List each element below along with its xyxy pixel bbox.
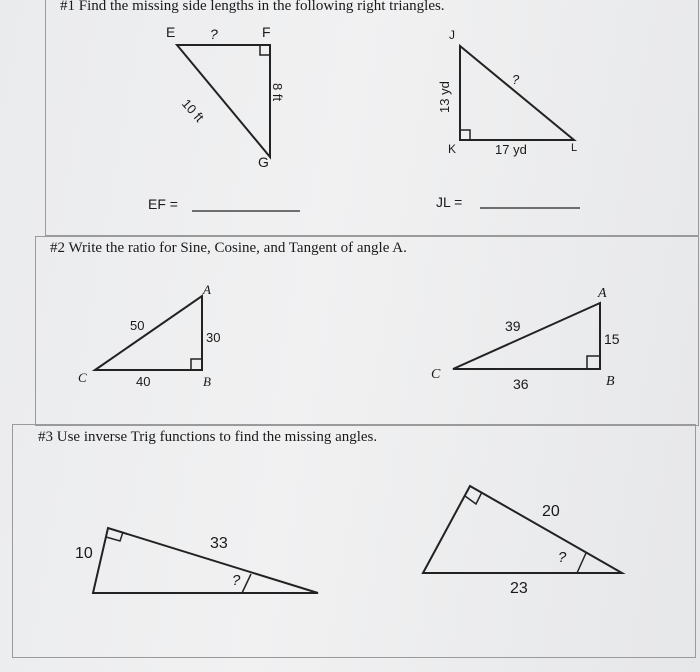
vertex-g: G <box>258 154 269 170</box>
answer-label-jl: JL = <box>436 194 463 210</box>
label-50: 50 <box>130 318 145 333</box>
right-angle-b-left <box>191 359 202 370</box>
vertex-a-right: A <box>598 286 607 301</box>
vertex-a-left: A <box>203 282 211 297</box>
missing-jl: ? <box>512 72 520 87</box>
right-angle-b-right <box>587 356 600 369</box>
right-angle-left-inverse <box>106 532 123 541</box>
label-hyp-10ft: 10 ft <box>178 96 207 125</box>
angle-arc-right <box>577 553 586 573</box>
right-angle-f <box>260 45 270 55</box>
vertex-k: K <box>448 142 457 156</box>
answer-label-ef: EF = <box>148 196 178 212</box>
angle-arc-left <box>242 574 251 593</box>
triangle-left-inverse <box>93 528 318 593</box>
label-17yd: 17 yd <box>495 142 527 157</box>
label-40: 40 <box>136 374 151 389</box>
missing-ef: ? <box>210 26 218 42</box>
vertex-b-right: B <box>606 374 615 389</box>
missing-angle-left: ? <box>232 572 241 589</box>
right-angle-k <box>460 130 470 140</box>
label-15: 15 <box>604 331 620 347</box>
label-39: 39 <box>505 318 521 334</box>
triangle-abc-left <box>95 296 202 370</box>
vertex-c-left: C <box>78 370 87 385</box>
missing-angle-right: ? <box>558 549 567 566</box>
vertex-b-left: B <box>203 374 211 389</box>
vertex-f: F <box>262 24 271 40</box>
section1-title: #1 Find the missing side lengths in the following right triangles. <box>60 0 445 14</box>
triangle-jkl <box>460 46 574 140</box>
label-23: 23 <box>510 580 528 597</box>
label-13yd: 13 yd <box>437 81 452 113</box>
triangle-abc-right <box>453 303 600 369</box>
label-30: 30 <box>206 330 221 345</box>
triangle-right-inverse <box>423 486 622 573</box>
section3-title: #3 Use inverse Trig functions to find the missing angles. <box>38 429 378 445</box>
vertex-j: J <box>449 28 455 42</box>
label-33: 33 <box>210 535 228 552</box>
vertex-l: L <box>571 142 578 154</box>
right-angle-right-inverse <box>465 492 482 504</box>
label-10: 10 <box>75 545 93 562</box>
label-leg-8ft: 8 ft <box>270 83 285 102</box>
label-36: 36 <box>513 376 529 392</box>
vertex-c-right: C <box>431 367 441 382</box>
vertex-e: E <box>166 24 176 40</box>
label-20: 20 <box>542 503 560 520</box>
section2-title: #2 Write the ratio for Sine, Cosine, and Tangent of angle A. <box>50 240 407 256</box>
